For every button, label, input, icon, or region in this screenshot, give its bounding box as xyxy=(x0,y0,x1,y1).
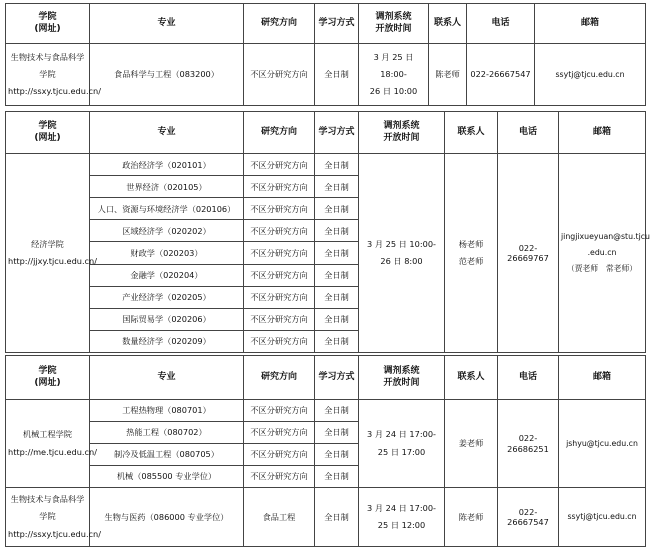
college-cell: 机械工程学院 http://me.tjcu.edu.cn/ xyxy=(6,400,90,488)
header-college: 学院 (网址) xyxy=(6,4,90,44)
mode-cell: 全日制 xyxy=(315,330,359,352)
header-major: 专业 xyxy=(90,112,244,154)
header-email: 邮箱 xyxy=(535,4,646,44)
table-economics xyxy=(5,111,650,353)
direction-cell: 不区分研究方向 xyxy=(244,44,315,106)
header-contact: 联系人 xyxy=(445,356,498,400)
table-row xyxy=(6,400,646,422)
college-url-link[interactable]: http://ssxy.tjcu.edu.cn/ xyxy=(8,86,101,97)
direction-cell: 不区分研究方向 xyxy=(244,466,315,488)
major-cell: 生物与医药（086000 专业学位） xyxy=(90,488,244,547)
open-time-cell: 3 月 24 日 17:00- 25 日 12:00 xyxy=(359,488,445,547)
major-cell: 世界经济（020105） xyxy=(90,176,244,198)
header-mode: 学习方式 xyxy=(315,356,359,400)
open-time-cell: 3 月 24 日 17:00- 25 日 17:00 xyxy=(359,400,445,488)
major-cell: 政治经济学（020101） xyxy=(90,154,244,176)
direction-cell: 不区分研究方向 xyxy=(244,220,315,242)
mode-cell: 全日制 xyxy=(315,308,359,330)
direction-cell: 食品工程 xyxy=(244,488,315,547)
table-row xyxy=(6,44,646,106)
contact-cell: 姜老师 xyxy=(445,400,498,488)
table-food-science xyxy=(5,3,646,106)
direction-cell: 不区分研究方向 xyxy=(244,154,315,176)
header-college: 学院 (网址) xyxy=(6,356,90,400)
direction-cell: 不区分研究方向 xyxy=(244,286,315,308)
header-phone: 电话 xyxy=(498,112,559,154)
header-row xyxy=(6,4,646,44)
college-cell: 生物技术与食品科学 学院 http://ssxy.tjcu.edu.cn/ xyxy=(6,488,90,547)
table-row xyxy=(6,154,646,176)
mode-cell: 全日制 xyxy=(315,286,359,308)
email-link[interactable]: jshyu@tjcu.edu.cn xyxy=(559,400,646,488)
mode-cell: 全日制 xyxy=(315,154,359,176)
email-link[interactable]: ssytj@tjcu.edu.cn xyxy=(535,44,646,106)
mode-cell: 全日制 xyxy=(315,400,359,422)
major-cell: 财政学（020203） xyxy=(90,242,244,264)
header-direction: 研究方向 xyxy=(244,4,315,44)
mode-cell: 全日制 xyxy=(315,444,359,466)
table-engineering xyxy=(5,355,646,547)
mode-cell: 全日制 xyxy=(315,488,359,547)
email-cell: jingjixueyuan@stu.tjcu .edu.cn （贾老师 常老师） xyxy=(559,154,646,353)
mode-cell: 全日制 xyxy=(315,422,359,444)
direction-cell: 不区分研究方向 xyxy=(244,330,315,352)
header-row xyxy=(6,356,646,400)
header-direction: 研究方向 xyxy=(244,356,315,400)
open-time-cell: 3 月 25 日 10:00- 26 日 8:00 xyxy=(359,154,445,353)
header-contact: 联系人 xyxy=(445,112,498,154)
major-cell: 数量经济学（020209） xyxy=(90,330,244,352)
header-open-time: 调剂系统 开放时间 xyxy=(359,4,429,44)
major-cell: 工程热物理（080701） xyxy=(90,400,244,422)
direction-cell: 不区分研究方向 xyxy=(244,198,315,220)
major-cell: 产业经济学（020205） xyxy=(90,286,244,308)
direction-cell: 不区分研究方向 xyxy=(244,242,315,264)
header-email: 邮箱 xyxy=(559,112,646,154)
direction-cell: 不区分研究方向 xyxy=(244,176,315,198)
direction-cell: 不区分研究方向 xyxy=(244,264,315,286)
header-email: 邮箱 xyxy=(559,356,646,400)
header-direction: 研究方向 xyxy=(244,112,315,154)
major-cell: 金融学（020204） xyxy=(90,264,244,286)
mode-cell: 全日制 xyxy=(315,176,359,198)
email-note: （贾老师 常老师） xyxy=(566,264,638,274)
college-url-link[interactable]: http://jjxy.tjcu.edu.cn/ xyxy=(8,256,98,267)
header-major: 专业 xyxy=(90,356,244,400)
phone-cell: 022-26686251 xyxy=(498,400,559,488)
header-mode: 学习方式 xyxy=(315,4,359,44)
college-cell: 生物技术与食品科学 学院 http://ssxy.tjcu.edu.cn/ xyxy=(6,44,90,106)
header-major: 专业 xyxy=(90,4,244,44)
college-cell: 经济学院 http://jjxy.tjcu.edu.cn/ xyxy=(6,154,90,353)
direction-cell: 不区分研究方向 xyxy=(244,400,315,422)
contact-cell: 陈老师 xyxy=(445,488,498,547)
header-college: 学院 (网址) xyxy=(6,112,90,154)
open-time-cell: 3 月 25 日 18:00- 26 日 10:00 xyxy=(359,44,429,106)
direction-cell: 不区分研究方向 xyxy=(244,444,315,466)
major-cell: 机械（085500 专业学位） xyxy=(90,466,244,488)
mode-cell: 全日制 xyxy=(315,220,359,242)
major-cell: 人口、资源与环境经济学（020106） xyxy=(90,198,244,220)
mode-cell: 全日制 xyxy=(315,198,359,220)
table-row xyxy=(6,488,646,547)
mode-cell: 全日制 xyxy=(315,44,359,106)
email-link[interactable]: jingjixueyuan@stu.tjcu xyxy=(561,231,650,241)
direction-cell: 不区分研究方向 xyxy=(244,422,315,444)
email-link[interactable]: ssytj@tjcu.edu.cn xyxy=(559,488,646,547)
direction-cell: 不区分研究方向 xyxy=(244,308,315,330)
college-url-link[interactable]: http://me.tjcu.edu.cn/ xyxy=(8,446,97,457)
phone-cell: 022-26667547 xyxy=(498,488,559,547)
header-row xyxy=(6,112,646,154)
header-phone: 电话 xyxy=(498,356,559,400)
phone-cell: 022-26669767 xyxy=(498,154,559,353)
header-open-time: 调剂系统 开放时间 xyxy=(359,356,445,400)
header-open-time: 调剂系统 开放时间 xyxy=(359,112,445,154)
contact-cell: 陈老师 xyxy=(429,44,467,106)
mode-cell: 全日制 xyxy=(315,264,359,286)
header-mode: 学习方式 xyxy=(315,112,359,154)
phone-cell: 022-26667547 xyxy=(467,44,535,106)
major-cell: 制冷及低温工程（080705） xyxy=(90,444,244,466)
major-cell: 国际贸易学（020206） xyxy=(90,308,244,330)
major-cell: 区域经济学（020202） xyxy=(90,220,244,242)
major-cell: 热能工程（080702） xyxy=(90,422,244,444)
mode-cell: 全日制 xyxy=(315,466,359,488)
contact-cell: 杨老师 范老师 xyxy=(445,154,498,353)
header-phone: 电话 xyxy=(467,4,535,44)
mode-cell: 全日制 xyxy=(315,242,359,264)
college-url-link[interactable]: http://ssxy.tjcu.edu.cn/ xyxy=(8,528,101,539)
header-contact: 联系人 xyxy=(429,4,467,44)
major-cell: 食品科学与工程（083200） xyxy=(90,44,244,106)
